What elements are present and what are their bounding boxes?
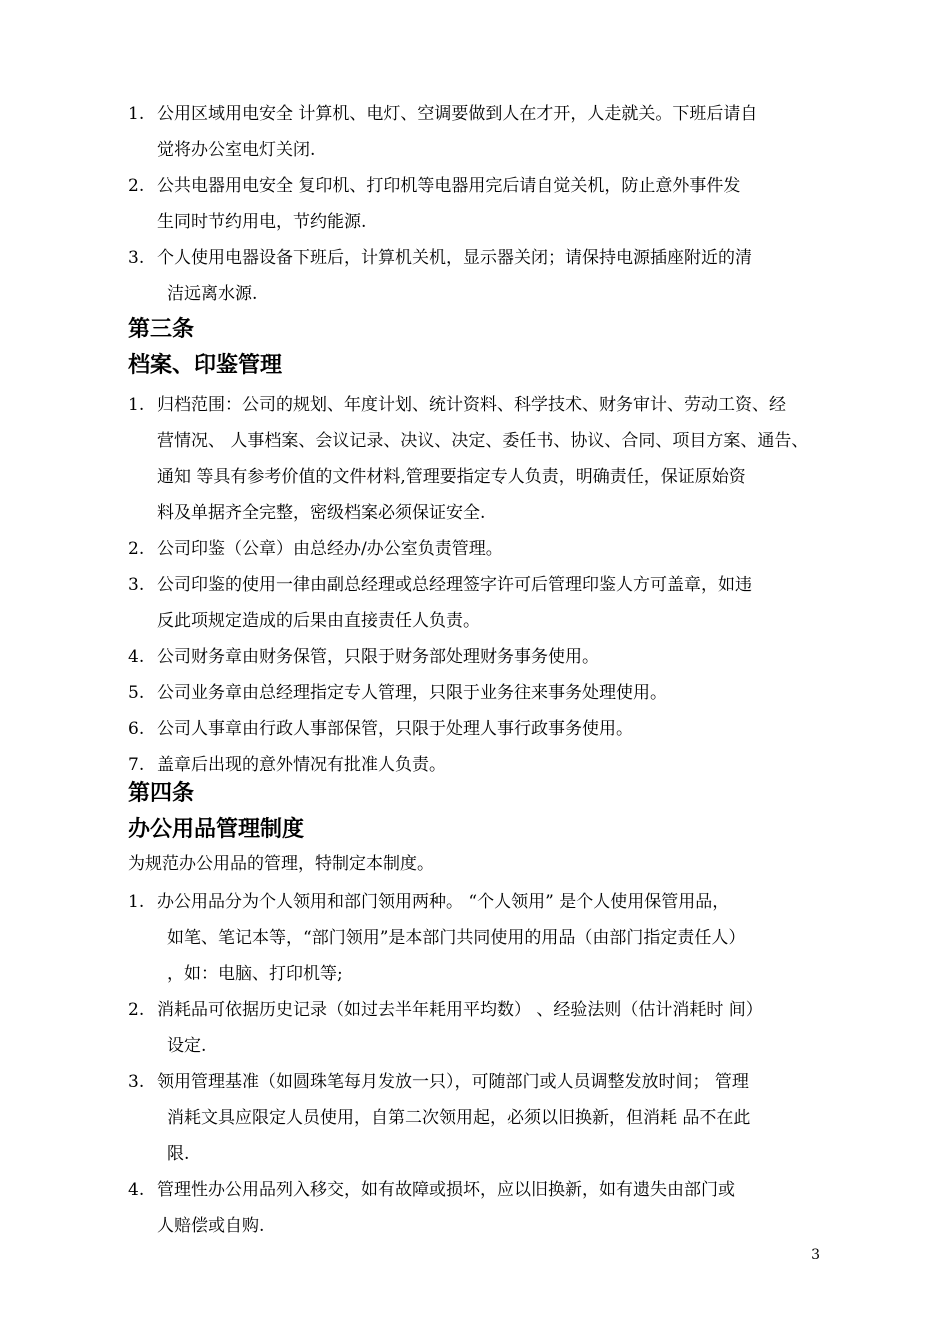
- list-text: 生同时节约用电，节约能源.: [157, 212, 367, 232]
- section3-list: [0, 387, 950, 783]
- list-text: ，如：电脑、打印机等;: [167, 964, 343, 984]
- list-number: 5.: [128, 683, 145, 703]
- list-item: [0, 675, 950, 711]
- list-text: 公司业务章由总经理指定专人管理，只限于业务往来事务处理使用。: [157, 683, 667, 703]
- list-text: 公司印鉴的使用一律由副总经理或总经理签字许可后管理印鉴人方可盖章，如违: [157, 575, 752, 595]
- list-text: 消耗品可依据历史记录（如过去半年耗用平均数） 、经验法则（估计消耗时 间）: [157, 1000, 763, 1020]
- list-text: 如笔、笔记本等，“部门领用”是本部门共同使用的用品（由部门指定责任人）: [167, 928, 746, 948]
- list-text: 公用区域用电安全 计算机、电灯、空调要做到人在才开，人走就关。下班后请自: [157, 104, 758, 124]
- list-text: 公司人事章由行政人事部保管，只限于处理人事行政事务使用。: [157, 719, 633, 739]
- list-text: 盖章后出现的意外情况有批准人负责。: [157, 755, 446, 775]
- list-number: 2.: [128, 539, 145, 559]
- list-text: 通知 等具有参考价值的文件材料,管理要指定专人负责，明确责任，保证原始资: [157, 467, 746, 487]
- section2-list: [0, 96, 950, 312]
- list-text: 公共电器用电安全 复印机、打印机等电器用完后请自觉关机，防止意外事件发: [157, 176, 741, 196]
- list-text: 限.: [167, 1144, 190, 1164]
- list-item: [0, 1172, 950, 1244]
- list-number: 1.: [128, 395, 145, 415]
- list-number: 1.: [128, 104, 145, 124]
- intro-paragraph: 为规范办公用品的管理，特制定本制度。: [128, 854, 434, 874]
- list-item: [0, 1064, 950, 1172]
- page-number: 3: [811, 1247, 820, 1263]
- list-item: [0, 96, 950, 168]
- list-text: 公司财务章由财务保管，只限于财务部处理财务事务使用。: [157, 647, 599, 667]
- list-item: [0, 711, 950, 747]
- list-number: 4.: [128, 1180, 145, 1200]
- list-number: 1.: [128, 892, 145, 912]
- list-item: [0, 992, 950, 1064]
- list-number: 3.: [128, 1072, 145, 1092]
- list-text: 料及单据齐全完整，密级档案必须保证安全.: [157, 503, 486, 523]
- list-number: 7.: [128, 755, 145, 775]
- list-text: 消耗文具应限定人员使用，自第二次领用起，必须以旧换新，但消耗 品不在此: [167, 1108, 751, 1128]
- list-item: [0, 168, 950, 240]
- list-item: [0, 531, 950, 567]
- section4-list: [0, 884, 950, 1244]
- article-heading: 第三条: [128, 317, 195, 342]
- list-text: 设定.: [167, 1036, 207, 1056]
- list-text: 公司印鉴（公章）由总经办/办公室负责管理。: [157, 539, 503, 559]
- list-text: 归档范围：公司的规划、年度计划、统计资料、科学技术、财务审计、劳动工资、经: [157, 395, 786, 415]
- list-text: 管理性办公用品列入移交，如有故障或损坏，应以旧换新，如有遗失由部门或: [157, 1180, 735, 1200]
- list-item: [0, 567, 950, 639]
- list-text: 洁远离水源.: [167, 284, 258, 304]
- list-item: [0, 240, 950, 312]
- list-number: 3.: [128, 575, 145, 595]
- list-number: 3.: [128, 248, 145, 268]
- list-number: 2.: [128, 1000, 145, 1020]
- section-title: 办公用品管理制度: [128, 817, 305, 842]
- list-item: [0, 884, 950, 992]
- list-number: 4.: [128, 647, 145, 667]
- list-text: 营情况、 人事档案、会议记录、决议、决定、委任书、协议、合同、项目方案、通告、: [157, 431, 809, 451]
- section-title: 档案、印鉴管理: [128, 353, 283, 378]
- list-text: 反此项规定造成的后果由直接责任人负责。: [157, 611, 480, 631]
- list-number: 2.: [128, 176, 145, 196]
- list-text: 觉将办公室电灯关闭.: [157, 140, 316, 160]
- list-text: 人赔偿或自购.: [157, 1216, 265, 1236]
- list-item: [0, 387, 950, 531]
- list-text: 办公用品分为个人领用和部门领用两种。 “个人领用” 是个人使用保管用品，: [157, 892, 730, 912]
- list-item: [0, 639, 950, 675]
- list-text: 领用管理基准（如圆珠笔每月发放一只），可随部门或人员调整发放时间； 管理: [157, 1072, 749, 1092]
- article-heading: 第四条: [128, 781, 195, 806]
- list-number: 6.: [128, 719, 145, 739]
- list-text: 个人使用电器设备下班后，计算机关机，显示器关闭；请保持电源插座附近的清: [157, 248, 752, 268]
